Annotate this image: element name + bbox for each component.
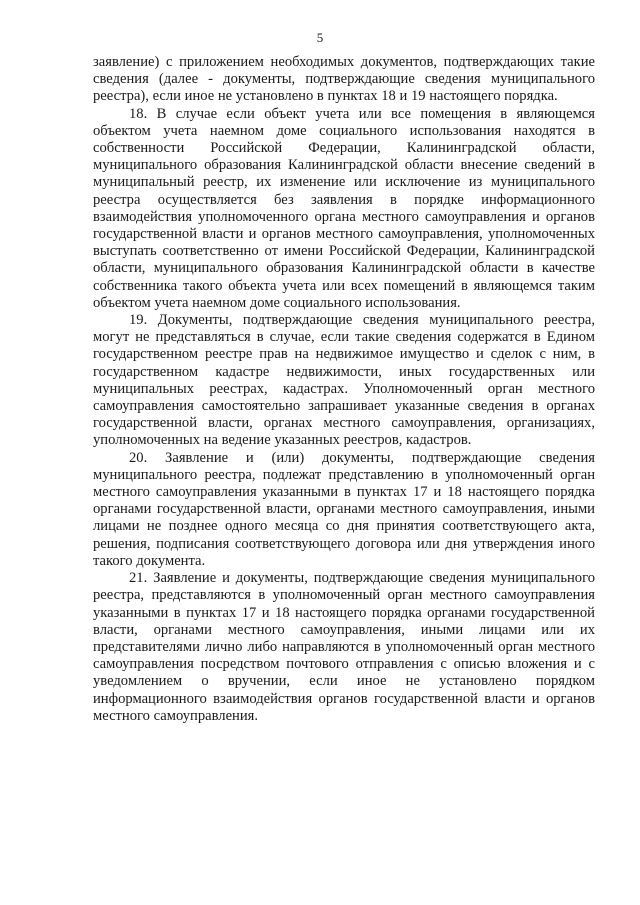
document-body [93, 54, 595, 725]
paragraph-21: 21. Заявление и документы, подтверждающие сведения муниципального реестра, представляются в уполномоченный орган местного самоуправления указанными в пунктах 17 и 18 настоящего порядка органами государственной власти, органами местного самоуправления, иными лицами или их представителями лично либо направляются в уполномоченный орган местного самоуправления посредством почтового отправления с описью вложения и с уведомлением о вручении, если иное не установлено порядком информационного взаимодействия органов государственной власти и органов местного самоуправления. [93, 570, 595, 724]
paragraph-20: 20. Заявление и (или) документы, подтверждающие сведения муниципального реестра, подлежат представлению в уполномоченный орган местного самоуправления указанными в пунктах 17 и 18 настоящего порядка органами государственной власти, органами местного самоуправления, иными лицами не позднее одного месяца со дня принятия соответствующего акта, решения, подписания соответствующего договора или дня утверждения иного такого документа. [93, 449, 595, 569]
page-number: 5 [316, 30, 324, 45]
paragraph-19: 19. Документы, подтверждающие сведения муниципального реестра, могут не представляться в случае, если такие сведения содержатся в Едином государственном реестре прав на недвижимое имущество и сделок с ним, в государственном кадастре недвижимости, иных государственных или муниципальных реестрах, кадастрах. Уполномоченный орган местного самоуправления самостоятельно запрашивает указанные сведения в органах государственной власти, органах местного самоуправления, организациях, уполномоченных на ведение указанных реестров, кадастров. [93, 312, 595, 449]
paragraph-continuation: заявление) с приложением необходимых документов, подтверждающих такие сведения (далее - документы, подтверждающие сведения муниципального реестра), если иное не установлено в пунктах 18 и 19 настоящего порядка. [93, 54, 595, 105]
paragraph-18: 18. В случае если объект учета или все помещения в являющемся объектом учета наемном доме социального использования находятся в собственности Российской Федерации, Калининградской области, муниципального образования Калининградской области внесение сведений в муниципальный реестр, их изменение или исключение из муниципального реестра осуществляется без заявления в порядке информационного взаимодействия уполномоченного органа местного самоуправления и органов государственной власти и органов местного самоуправления, уполномоченных выступать соответственно от имени Российской Федерации, Калининградской области, муниципального образования Калининградской области в качестве собственника такого объекта учета или всех помещений в являющемся таким объектом учета наемном доме социального использования. [93, 105, 595, 311]
